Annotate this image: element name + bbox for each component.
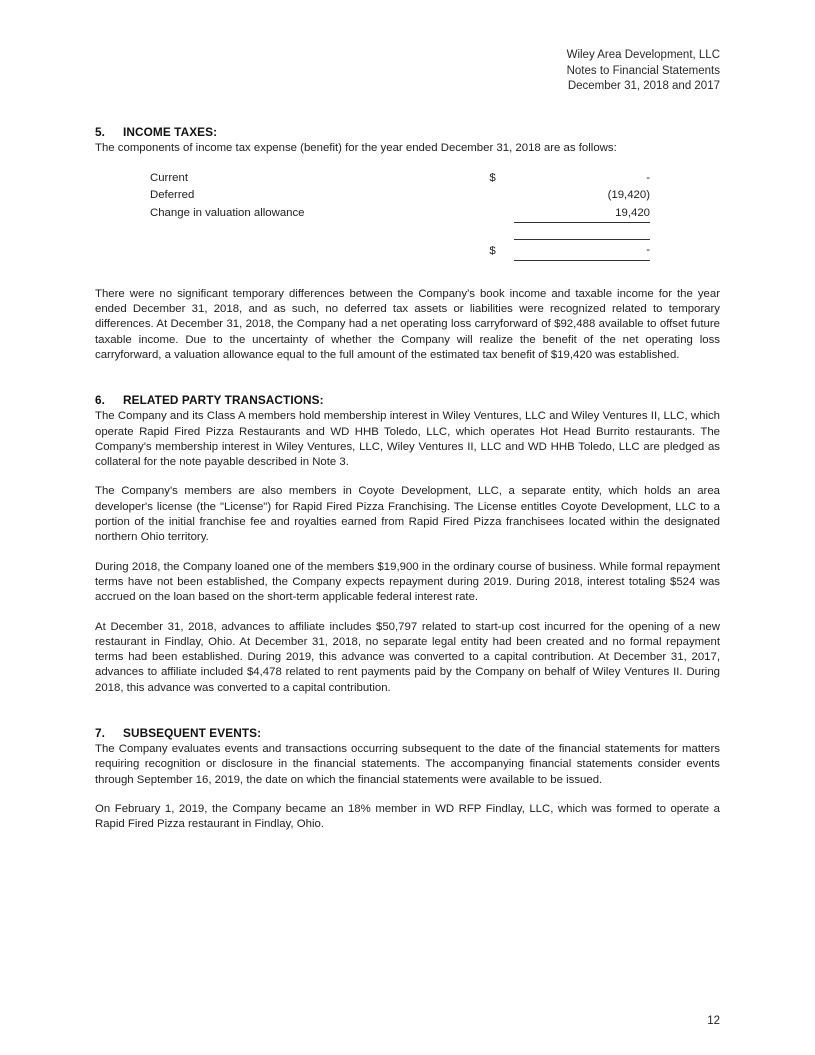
section-number: 7. [95, 726, 106, 741]
section-subsequent-events-heading [95, 726, 720, 740]
related-party-paragraph-2: The Company's members are also members in Coyote Development, LLC, a separate entity, which holds an area developer's license (the "License") for Rapid Fired Pizza Franchising. The License entitles Coyote Development, LLC to a portion of the initial franchise fee and royalties earned from Rapid Fired Pizza franchisees located within the designated northern Ohio territory. [95, 485, 720, 544]
section-related-party-transactions [95, 393, 720, 696]
section-subsequent-events [95, 726, 720, 832]
row-value-deferred: (19,420) [607, 189, 650, 202]
section-title: INCOME TAXES: [123, 124, 218, 139]
spacer [95, 363, 720, 393]
section-income-taxes [95, 125, 720, 364]
spacer [95, 95, 720, 125]
spacer [95, 696, 720, 726]
row-symbol-deferred [489, 187, 514, 205]
table-row [150, 170, 650, 188]
subsequent-events-paragraph-1: The Company evaluates events and transactions occurring subsequent to the date of the financial statements for matters requiring recognition or disclosure in the financial statements. The accompanying financial statements consider events through September 16, 2019, the date on which the financial statements were available to be issued. [95, 743, 720, 786]
section-title: RELATED PARTY TRANSACTIONS: [123, 393, 324, 408]
income-taxes-paragraph: There were no significant temporary differences between the Company's book income and taxable income for the year ended December 31, 2018, and as such, no deferred tax assets or liabilities were recognized related to temporary differences. At December 31, 2018, the Company had a net operating loss carryforward of $92,488 available to offset future taxable income. Due to the uncertainty of whether the Company will realize the benefit of the net operating loss carryforward, a valuation allowance equal to the full amount of the estimated tax benefit of $19,420 was established. [95, 287, 720, 361]
income-tax-components-table [150, 170, 650, 261]
subsequent-events-paragraph-2: On February 1, 2019, the Company became an 18% member in WD RFP Findlay, LLC, which was formed to operate a Rapid Fired Pizza restaurant in Findlay, Ohio. [95, 802, 720, 831]
row-value-current: - [646, 171, 650, 184]
row-label-current: Current [150, 171, 188, 184]
header-document-title: Notes to Financial Statements [566, 64, 720, 77]
row-label-valuation-allowance: Change in valuation allowance [150, 207, 305, 220]
page-content [95, 0, 720, 833]
section-number: 5. [95, 124, 106, 139]
section-income-taxes-heading [95, 125, 720, 139]
table-row [150, 187, 650, 205]
row-value-total-text: - [514, 239, 650, 260]
row-symbol-valuation-allowance [489, 205, 514, 223]
section-related-party-heading [95, 393, 720, 407]
row-value-valuation-allowance: 19,420 [514, 205, 650, 223]
section-title: SUBSEQUENT EVENTS: [123, 726, 262, 741]
related-party-paragraph-4: At December 31, 2018, advances to affiliate includes $50,797 related to start-up cost incurred for the opening of a new restaurant in Findlay, Ohio. At December 31, 2018, no separate legal entity had been created and no formal repayment terms had been established. During 2019, this advance was converted to a capital contribution. At December 31, 2017, advances to affiliate included $4,478 related to rent payments paid by the Company on behalf of Wiley Ventures II. During 2018, this advance was converted to a capital contribution. [95, 620, 720, 694]
row-value-total [514, 223, 650, 261]
income-taxes-intro: The components of income tax expense (benefit) for the year ended December 31, 2018 are as follows: [95, 141, 617, 154]
header-period: December 31, 2018 and 2017 [567, 80, 720, 92]
row-symbol-current: $ [489, 171, 496, 184]
table-row [150, 205, 650, 223]
header-company-name: Wiley Area Development, LLC [566, 49, 720, 61]
related-party-paragraph-3: During 2018, the Company loaned one of the members $19,900 in the ordinary course of business. While formal repayment terms have not been established, the Company expects repayment during 2019. During 2018, interest totaling $524 was accrued on the loan based on the short-term applicable federal interest rate. [95, 560, 720, 604]
row-label-total [150, 223, 489, 261]
table-total-row [150, 223, 650, 261]
row-symbol-total: $ [489, 244, 496, 257]
row-label-deferred: Deferred [150, 189, 195, 202]
related-party-paragraph-1: The Company and its Class A members hold membership interest in Wiley Ventures, LLC and Wiley Ventures II, LLC, which operate Rapid Fired Pizza Restaurants and WD HHB Toledo, LLC, which operates Hot Head Burrito restaurants. The Company's membership interest in Wiley Ventures, LLC, Wiley Ventures II, LLC and WD HHB Toledo, LLC are pledged as collateral for the note payable described in Note 3. [95, 410, 720, 469]
page-number: 12 [707, 1015, 720, 1027]
section-number: 6. [95, 393, 106, 408]
page-header [95, 48, 720, 95]
